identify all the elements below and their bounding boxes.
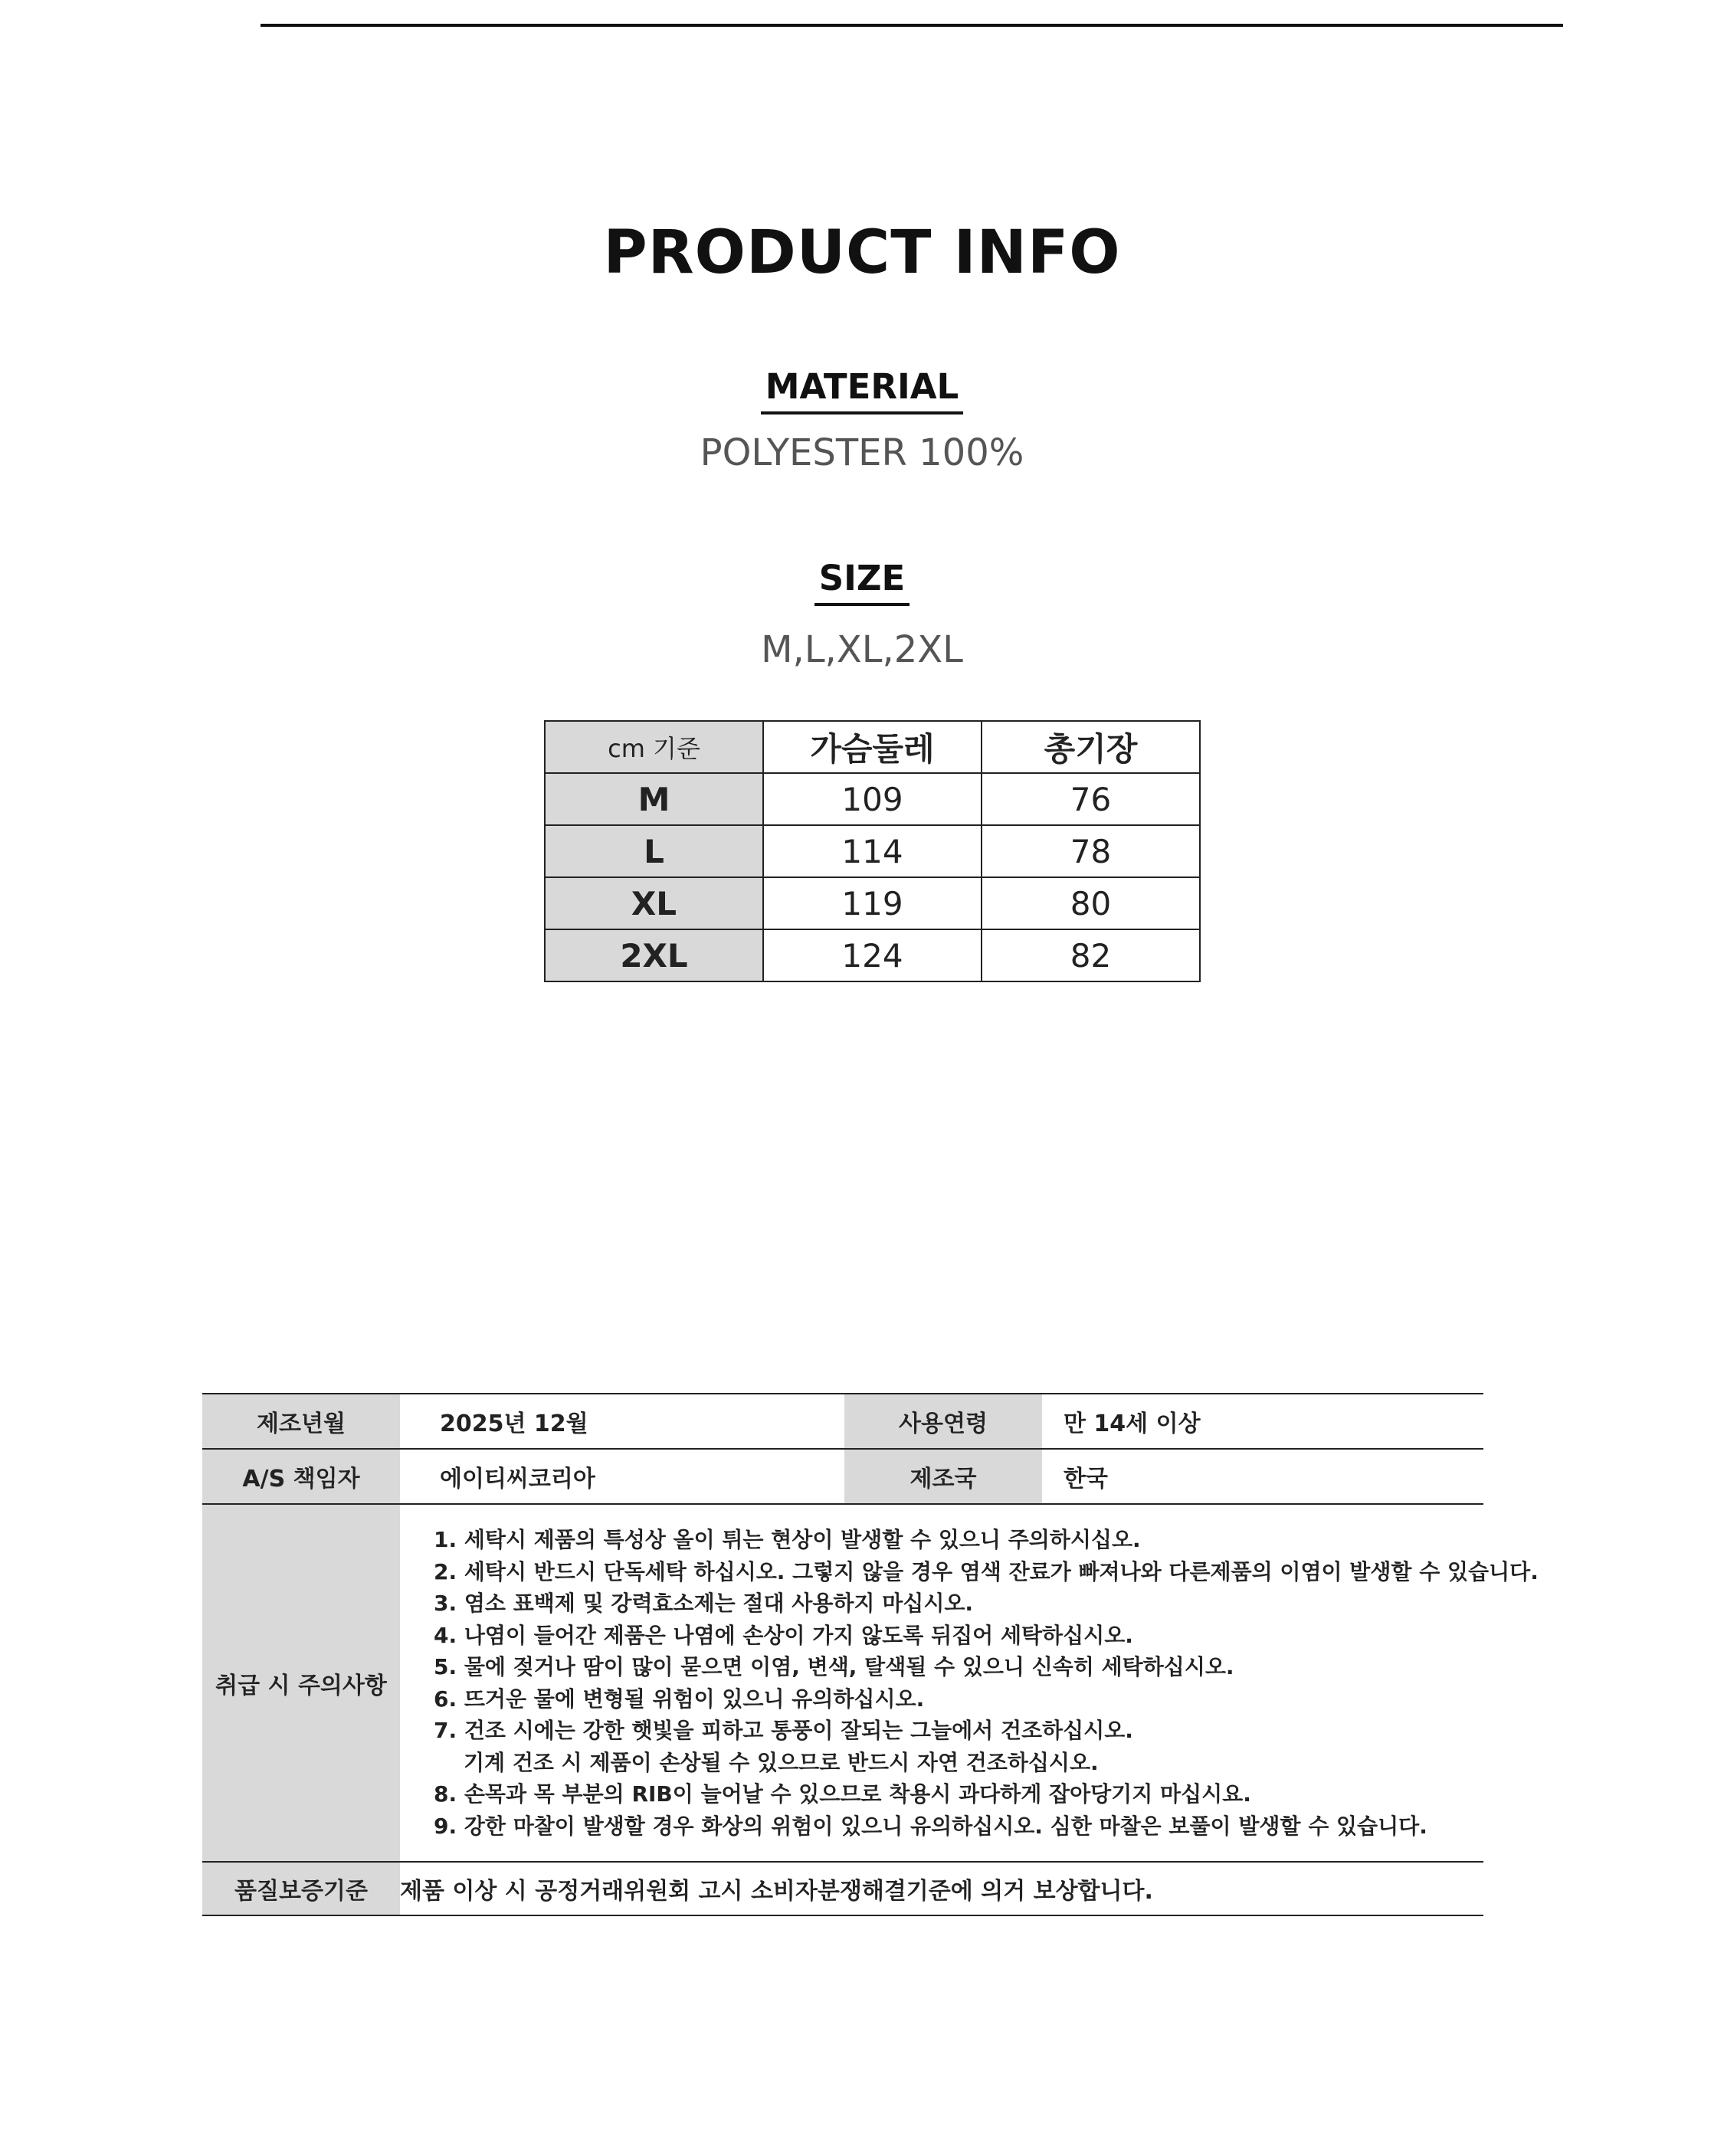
table-row: [545, 773, 1200, 825]
size-table-col-length: 총기장: [982, 721, 1200, 773]
size-cell: M: [545, 773, 763, 825]
length-cell: 80: [982, 877, 1200, 929]
list-item: 8. 손목과 목 부분의 RIB이 늘어날 수 있으므로 착용시 과다하게 잡아당기지 마십시요.: [434, 1781, 1251, 1807]
size-table-col-chest: 가슴둘레: [763, 721, 982, 773]
table-row: [202, 1504, 1483, 1862]
length-cell: 82: [982, 929, 1200, 981]
size-table-header: [545, 721, 1200, 773]
page-title: PRODUCT INFO: [603, 218, 1121, 287]
table-row: [545, 825, 1200, 877]
as-value: 에이티씨코리아: [400, 1449, 844, 1504]
material-value: POLYESTER 100%: [700, 431, 1024, 474]
country-label: 제조국: [844, 1449, 1042, 1504]
size-cell: XL: [545, 877, 763, 929]
country-value: 한국: [1042, 1449, 1483, 1504]
list-item: 5. 물에 젖거나 땀이 많이 묻으면 이염, 변색, 탈색될 수 있으니 신속히 세탁하십시오.: [434, 1654, 1234, 1679]
size-heading: [0, 558, 1724, 606]
length-cell: 78: [982, 825, 1200, 877]
mfg-date-value: 2025년 12월: [400, 1394, 844, 1449]
care-label: 취급 시 주의사항: [202, 1504, 400, 1862]
care-instructions: [400, 1504, 1539, 1862]
notice-table: [202, 1393, 1539, 1916]
list-item: 9. 강한 마찰이 발생할 경우 화상의 위험이 있으니 유의하십시오. 심한 마찰은 보풀이 발생할 수 있습니다.: [434, 1813, 1427, 1839]
quality-value: 제품 이상 시 공정거래위원회 고시 소비자분쟁해결기준에 의거 보상합니다.: [400, 1862, 1483, 1915]
size-value: M,L,XL,2XL: [761, 628, 963, 671]
size-table: [544, 720, 1201, 982]
material-heading: [0, 366, 1724, 414]
list-item: 3. 염소 표백제 및 강력효소제는 절대 사용하지 마십시오.: [434, 1591, 974, 1616]
as-label: A/S 책임자: [202, 1449, 400, 1504]
top-divider: [261, 24, 1563, 27]
table-row: [545, 877, 1200, 929]
table-row: [202, 1394, 1483, 1449]
age-label: 사용연령: [844, 1394, 1042, 1449]
chest-cell: 119: [763, 877, 982, 929]
list-item: 2. 세탁시 반드시 단독세탁 하십시오. 그렇지 않을 경우 염색 잔료가 빠져나와 다른제품의 이염이 발생할 수 있습니다.: [434, 1558, 1539, 1584]
table-row: [545, 929, 1200, 981]
list-item: 4. 나염이 들어간 제품은 나염에 손상이 가지 않도록 뒤집어 세탁하십시오.: [434, 1622, 1133, 1648]
size-label: SIZE: [814, 558, 910, 606]
chest-cell: 109: [763, 773, 982, 825]
care-list: [400, 1516, 1539, 1850]
length-cell: 76: [982, 773, 1200, 825]
table-row: [202, 1449, 1483, 1504]
list-item: 6. 뜨거운 물에 변형될 위험이 있으니 유의하십시오.: [434, 1686, 925, 1712]
table-row: [202, 1862, 1483, 1915]
material-label: MATERIAL: [761, 366, 963, 414]
list-item: 기계 건조 시 제품이 손상될 수 있으므로 반드시 자연 건조하십시오.: [434, 1749, 1099, 1775]
size-cell: 2XL: [545, 929, 763, 981]
list-item: 7. 건조 시에는 강한 햇빛을 피하고 통풍이 잘되는 그늘에서 건조하십시오.: [434, 1718, 1133, 1743]
chest-cell: 124: [763, 929, 982, 981]
mfg-date-label: 제조년월: [202, 1394, 400, 1449]
age-value: 만 14세 이상: [1042, 1394, 1483, 1449]
quality-label: 품질보증기준: [202, 1862, 400, 1915]
size-cell: L: [545, 825, 763, 877]
chest-cell: 114: [763, 825, 982, 877]
list-item: 1. 세탁시 제품의 특성상 올이 튀는 현상이 발생할 수 있으니 주의하시십오.: [434, 1527, 1141, 1552]
size-table-corner: cm 기준: [545, 721, 763, 773]
